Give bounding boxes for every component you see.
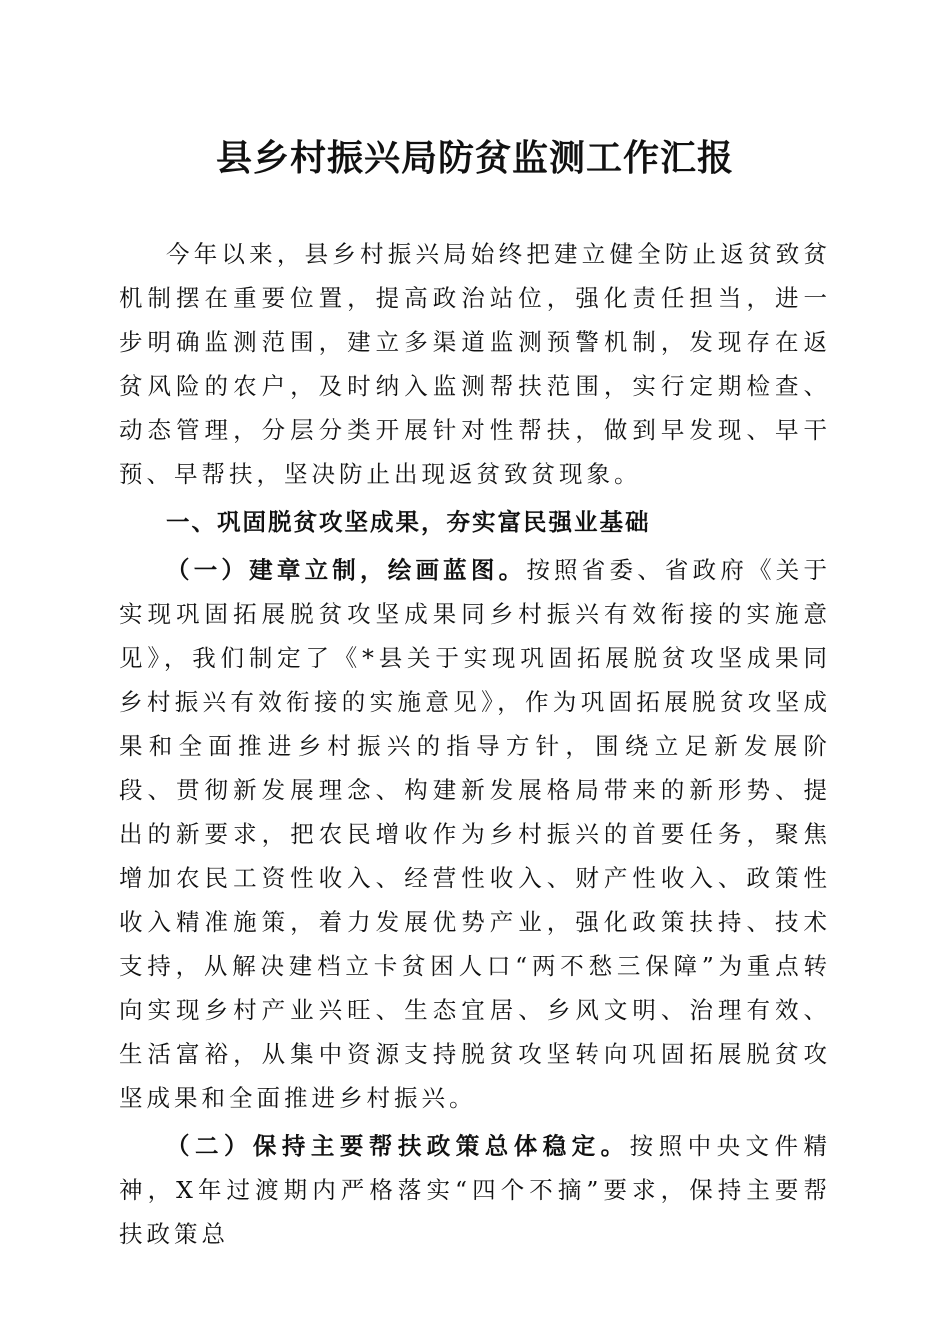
intro-paragraph: 今年以来，县乡村振兴局始终把建立健全防止返贫致贫机制摆在重要位置，提高政治站位，强化责任担当，进一步明确监测范围，建立多渠道监测预警机制，发现存在返贫风险的农户，及时纳入监测帮扶范围，实行定期检查、动态管理，分层分类开展针对性帮扶，做到早发现、早干预、早帮扶，坚决防止出现返贫致贫现象。 xyxy=(119,240,831,488)
item-2-text: 按照中央文件精神，X年过渡期内严格落实“四个不摘”要求，保持主要帮扶政策总 xyxy=(119,1132,832,1248)
item-2-lead: （二）保持主要帮扶政策总体稳定。 xyxy=(166,1132,630,1160)
item-1-lead: （一）建章立制，绘画蓝图。 xyxy=(166,556,527,584)
document-body xyxy=(119,232,831,1256)
section-heading: 一、巩固脱贫攻坚成果，夯实富民强业基础 xyxy=(166,508,651,536)
document-title: 县乡村振兴局防贫监测工作汇报 xyxy=(215,137,734,179)
section-item-1 xyxy=(119,548,831,1120)
section-item-2 xyxy=(119,1124,831,1256)
item-1-text: 按照省委、省政府《关于实现巩固拓展脱贫攻坚成果同乡村振兴有效衔接的实施意见》，我们制定了《*县关于实现巩固拓展脱贫攻坚成果同乡村振兴有效衔接的实施意见》，作为巩固拓展脱贫攻坚成果和全面推进乡村振兴的指导方针，围绕立足新发展阶段、贯彻新发展理念、构建新发展格局带来的新形势、提出的新要求，把农民增收作为乡村振兴的首要任务，聚焦增加农民工资性收入、经营性收入、财产性收入、政策性收入精准施策，着力发展优势产业，强化政策扶持、技术支持，从解决建档立卡贫困人口“两不愁三保障”为重点转向实现乡村产业兴旺、生态宜居、乡风文明、治理有效、生活富裕，从集中资源支持脱贫攻坚转向巩固拓展脱贫攻坚成果和全面推进乡村振兴。 xyxy=(119,556,832,1112)
